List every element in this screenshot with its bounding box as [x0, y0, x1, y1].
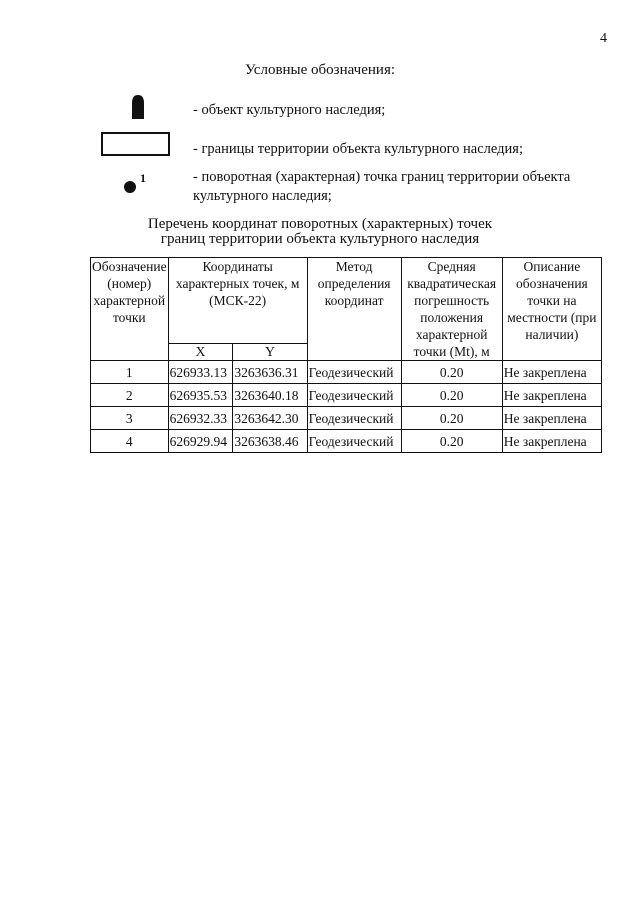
legend-item-turning-point: - поворотная (характерная) точка границ территории объекта культурного наследия;	[193, 169, 571, 204]
cell-error: 0.20	[401, 361, 502, 384]
cell-number: 3	[91, 407, 169, 430]
cell-y: 3263642.30	[233, 407, 307, 430]
header-coordinates: Координаты характерных точек, м (МСК-22)	[168, 258, 307, 344]
cell-x: 626935.53	[168, 384, 233, 407]
header-description: Описание обозначения точки на местности (при наличии)	[502, 258, 601, 361]
table-row	[91, 407, 602, 430]
table-row	[91, 361, 602, 384]
header-point-number: Обозначение (номер) характерной точки	[91, 258, 169, 361]
legend-item-heritage-object: - объект культурного наследия;	[193, 102, 386, 118]
cell-method: Геодезический	[307, 430, 401, 453]
cell-number: 1	[91, 361, 169, 384]
cell-description: Не закреплена	[502, 384, 601, 407]
page-number: 4	[600, 31, 607, 46]
header-y: Y	[233, 344, 307, 361]
legend-title: Условные обозначения:	[244, 62, 396, 78]
legend-item-boundary: - границы территории объекта культурного наследия;	[193, 141, 523, 157]
boundary-rectangle-icon	[101, 132, 170, 156]
cell-error: 0.20	[401, 407, 502, 430]
list-title-line-2: границ территории объекта культурного наследия	[160, 231, 480, 247]
header-x: X	[168, 344, 233, 361]
header-method: Метод определения координат	[307, 258, 401, 361]
cell-method: Геодезический	[307, 361, 401, 384]
cell-error: 0.20	[401, 430, 502, 453]
cell-y: 3263636.31	[233, 361, 307, 384]
header-error: Средняя квадратическая погрешность положения характерной точки (Mt), м	[401, 258, 502, 361]
cell-x: 626929.94	[168, 430, 233, 453]
cell-description: Не закреплена	[502, 361, 601, 384]
cell-x: 626933.13	[168, 361, 233, 384]
cell-number: 4	[91, 430, 169, 453]
cell-x: 626932.33	[168, 407, 233, 430]
cell-method: Геодезический	[307, 384, 401, 407]
turning-point-icon	[124, 181, 136, 193]
cell-description: Не закреплена	[502, 407, 601, 430]
list-title	[0, 217, 640, 247]
coordinates-table	[90, 257, 602, 453]
cell-method: Геодезический	[307, 407, 401, 430]
turning-point-label: 1	[140, 171, 146, 185]
heritage-object-icon	[130, 95, 146, 119]
cell-y: 3263638.46	[233, 430, 307, 453]
cell-y: 3263640.18	[233, 384, 307, 407]
table-row	[91, 430, 602, 453]
list-title-line-1: Перечень координат поворотных (характерных) точек	[147, 216, 493, 232]
cell-error: 0.20	[401, 384, 502, 407]
cell-number: 2	[91, 384, 169, 407]
table-row	[91, 384, 602, 407]
cell-description: Не закреплена	[502, 430, 601, 453]
